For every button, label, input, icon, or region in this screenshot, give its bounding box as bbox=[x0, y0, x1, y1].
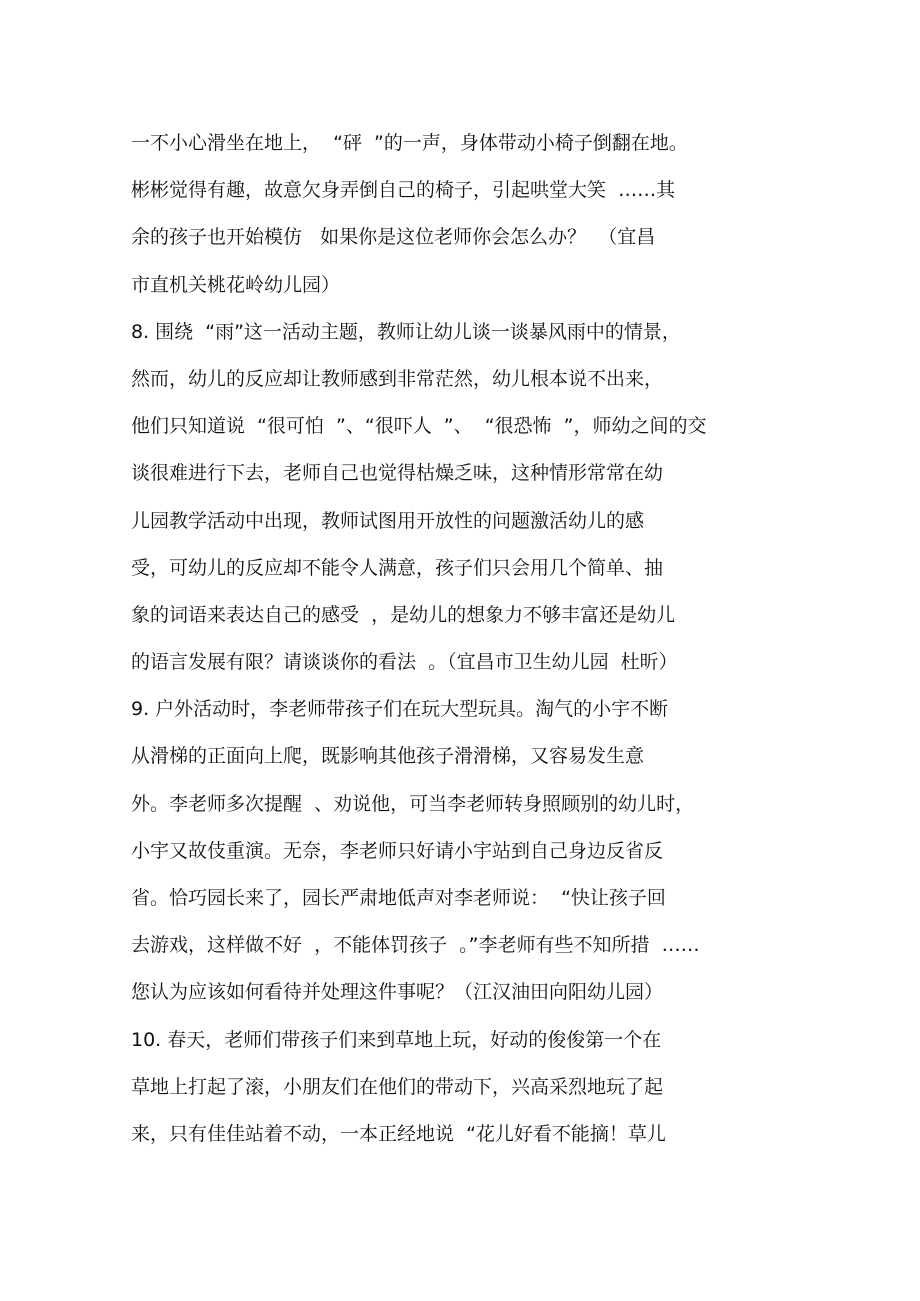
question-10-line-2: 草地上打起了滚，小朋友们在他们的带动下，兴高采烈地玩了起 bbox=[131, 1075, 664, 1098]
question-8-line-2: 然而，幼儿的反应却让教师感到非常茫然，幼儿根本说不出来， bbox=[131, 367, 664, 390]
body-text bbox=[131, 120, 791, 1158]
question-10-line-1: 10. 春天，老师们带孩子们来到草地上玩，好动的俊俊第一个在 bbox=[131, 1028, 662, 1051]
text-line-2: 彬彬觉得有趣，故意欠身弄倒自己的椅子，引起哄堂大笑 ……其 bbox=[131, 179, 676, 202]
text-line-4: 市直机关桃花岭幼儿园） bbox=[131, 273, 341, 296]
question-8-line-8: 的语言发展有限？请谈谈你的看法 。（宜昌市卫生幼儿园 杜昕） bbox=[131, 651, 678, 674]
question-8-line-7: 象的词语来表达自己的感受 ，是幼儿的想象力不够丰富还是幼儿 bbox=[131, 603, 676, 626]
question-9-line-5: 省。恰巧园长来了，园长严肃地低声对李老师说： “快让孩子回 bbox=[131, 887, 666, 909]
question-8-line-1: 8. 围绕 “雨”这一活动主题，教师让幼儿谈一谈暴风雨中的情景， bbox=[131, 320, 681, 343]
question-8-line-4: 谈很难进行下去，老师自己也觉得枯燥乏味，这种情形常常在幼 bbox=[131, 462, 664, 485]
question-9-line-6: 去游戏，这样做不好 ，不能体罚孩子 。”李老师有些不知所措 …… bbox=[131, 934, 700, 957]
question-9-line-3: 外。李老师多次提醒 、劝说他，可当李老师转身照顾别的幼儿时， bbox=[131, 792, 695, 815]
question-8-line-5: 儿园教学活动中出现，教师试图用开放性的问题激活幼儿的感 bbox=[131, 509, 645, 532]
text-line-1: 一不小心滑坐在地上， “砰 ”的一声，身体带动小椅子倒翻在地。 bbox=[131, 132, 688, 154]
question-9-line-1: 9. 户外活动时，李老师带孩子们在玩大型玩具。淘气的小宇不断 bbox=[131, 698, 669, 721]
question-9-line-2: 从滑梯的正面向上爬，既影响其他孩子滑滑梯，又容易发生意 bbox=[131, 745, 645, 768]
question-8-line-3: 他们只知道说 “很可怕 ”、“很吓人 ”、 “很恐怖 ”，师幼之间的交 bbox=[131, 415, 707, 438]
question-8-line-6: 受，可幼儿的反应却不能令人满意，孩子们只会用几个简单、抽 bbox=[131, 556, 664, 579]
text-line-3: 余的孩子也开始模仿 如果你是这位老师你会怎么办？ （宜昌 bbox=[131, 226, 656, 249]
question-10-line-3: 来，只有佳佳站着不动，一本正经地说 “花儿好看不能摘！草儿 bbox=[131, 1122, 666, 1145]
question-9-line-4: 小宇又故伎重演。无奈，李老师只好请小宇站到自己身边反省反 bbox=[131, 839, 664, 862]
question-9-line-7: 您认为应该如何看待并处理这件事呢？（江汉油田向阳幼儿园） bbox=[131, 981, 664, 1004]
